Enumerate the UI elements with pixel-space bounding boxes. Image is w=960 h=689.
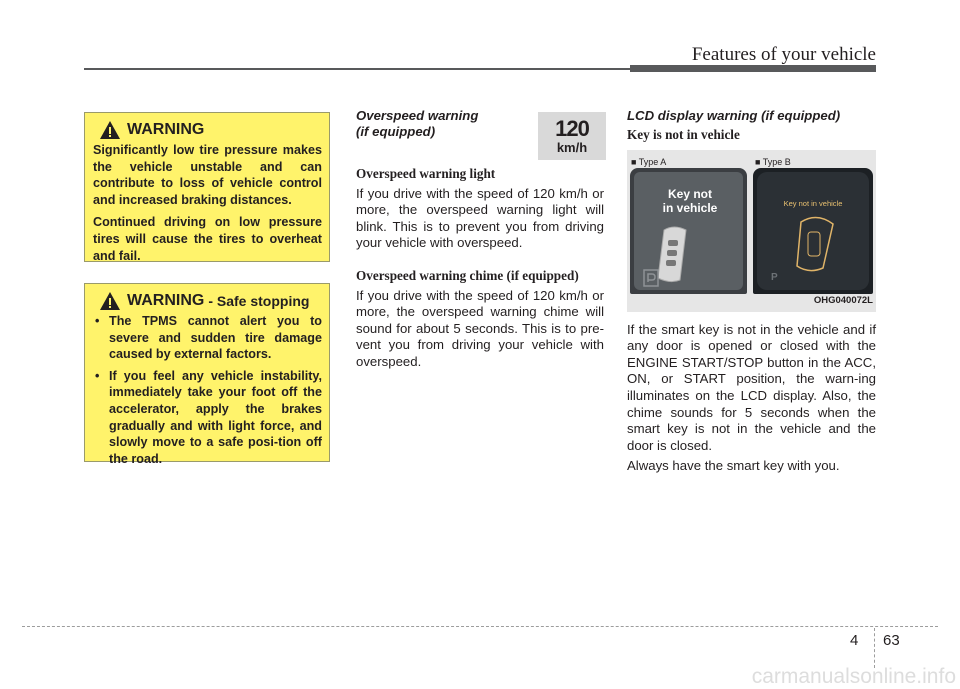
warning-header	[99, 290, 322, 312]
parking-indicator-icon: P	[771, 271, 778, 283]
watermark-text: carmanualsonline.info	[751, 665, 956, 688]
warning-bullet-list	[93, 313, 322, 467]
panel-a-text-line1: Key not	[667, 186, 713, 201]
lcd-warning-section	[627, 108, 876, 479]
warning-paragraph: Continued driving on low pressure tires will cause the tires to overheat and fail.	[93, 215, 322, 263]
lcd-paragraph-1: If the smart key is not in the vehicle and if any door is opened or closed with the ENGINE START/STOP button in the ACC, ON, or START position, the warn-ing illuminates on the LCD display. Also, the chime sounds for 5 seconds when the smart key is not in the vehicle and the door is closed.	[627, 321, 876, 453]
overspeed-title-line1: Overspeed warning	[356, 108, 479, 123]
lcd-panel-type-b	[753, 168, 873, 294]
figure-code: OHG040072L	[813, 295, 873, 306]
speed-badge-number: 120	[555, 116, 589, 141]
warning-bullet: • If you feel any vehicle instability, immediately take your foot off the accelerator, apply the brakes gradually and with light force, and slowly move to a safe posi-tion off the road.	[93, 368, 322, 468]
lcd-figure	[627, 150, 876, 312]
figure-type-a-label: ■ Type A	[631, 156, 667, 167]
warning-triangle-icon	[99, 291, 121, 311]
page-number: 63	[883, 632, 900, 649]
lcd-paragraph-2: Always have the smart key with you.	[627, 458, 840, 474]
speed-badge-unit: km/h	[556, 140, 588, 155]
warning-box-safe-stopping	[84, 283, 330, 466]
warning-bullet: • The TPMS cannot alert you to severe and sudden tire damage caused by external factors.	[93, 313, 322, 363]
footer-dashed-rule	[22, 626, 938, 627]
warning-box-tire-pressure	[84, 112, 330, 262]
header-rule	[84, 68, 630, 70]
warning-subtitle: - Safe stopping	[208, 292, 310, 309]
page-header-title: Features of your vehicle	[691, 44, 876, 65]
warning-triangle-icon	[99, 120, 121, 140]
warning-title: WARNING	[127, 291, 205, 309]
overspeed-indicator-badge	[538, 112, 606, 160]
overspeed-light-heading: Overspeed warning light	[356, 166, 496, 181]
overspeed-light-text: If you drive with the speed of 120 km/h or more, the overspeed warning light will blink. This is to prevent you from driving your vehicle with overspeed.	[356, 185, 604, 251]
lcd-title: LCD display warning (if equipped)	[627, 108, 841, 123]
panel-a-text-line2: in vehicle	[662, 200, 718, 215]
warning-paragraph: Significantly low tire pressure makes the vehicle unstable and can contribute to loss of vehicle control and increased braking distances.	[93, 143, 322, 207]
lcd-subheading: Key is not in vehicle	[627, 127, 740, 142]
lcd-panel-type-a	[630, 168, 747, 294]
page-chapter-number: 4	[850, 632, 859, 649]
overspeed-title-line2: (if equipped)	[356, 124, 436, 139]
warning-title: WARNING	[127, 120, 205, 138]
footer-page-separator	[874, 628, 875, 668]
figure-type-b-label: ■ Type B	[755, 156, 791, 167]
header-rule-thick	[630, 65, 876, 72]
panel-b-text: Key not in vehicle	[783, 198, 843, 208]
overspeed-chime-text: If you drive with the speed of 120 km/h or more, the overspeed warning chime will sound for about 5 seconds. This is to pre-vent you from driving your vehicle with overspeed.	[356, 287, 604, 369]
overspeed-chime-heading: Overspeed warning chime (if equipped)	[356, 267, 579, 283]
warning-header	[99, 119, 322, 141]
